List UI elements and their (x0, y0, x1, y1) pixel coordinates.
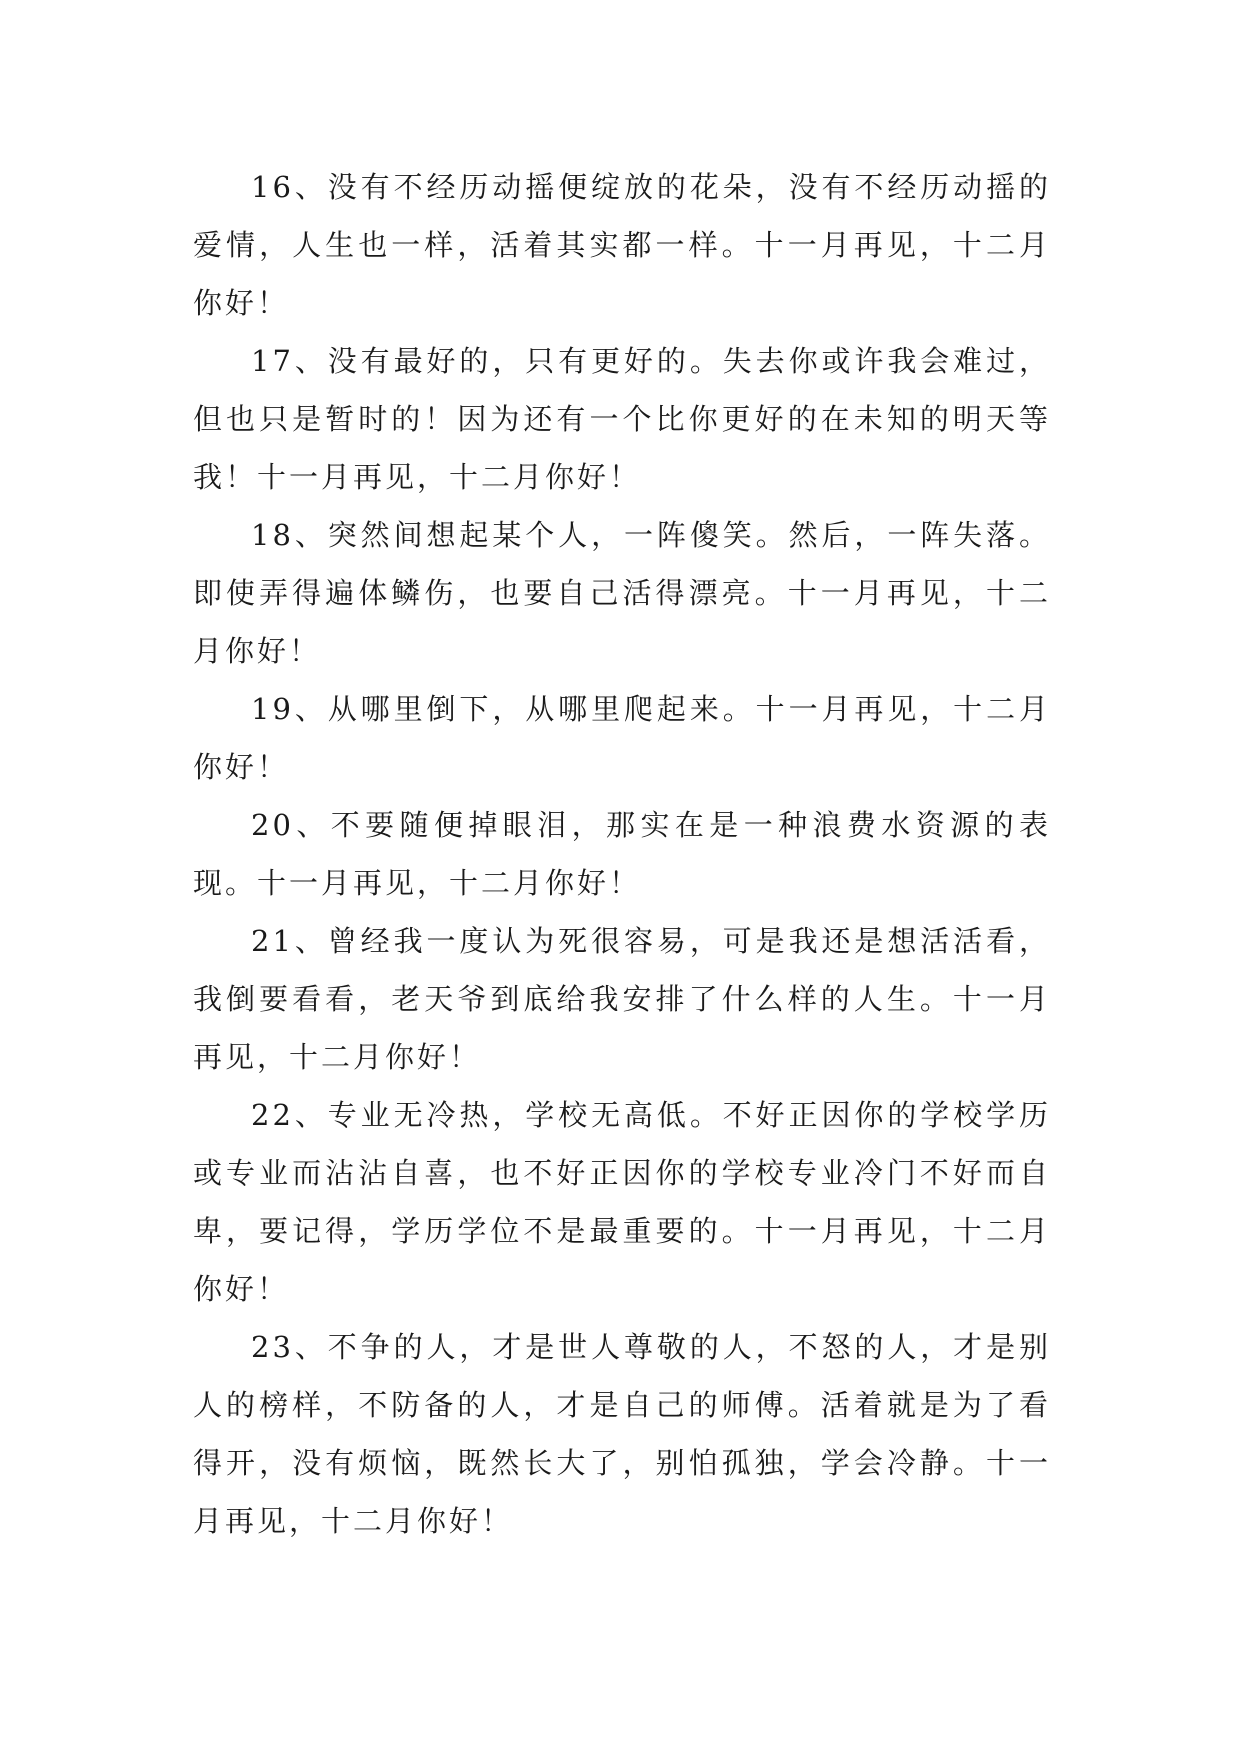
paragraph-18: 18、突然间想起某个人，一阵傻笑。然后，一阵失落。即使弄得遍体鳞伤，也要自己活得漂亮。十一月再见，十二月你好！ (193, 518, 1051, 668)
paragraph-17: 17、没有最好的，只有更好的。失去你或许我会难过，但也只是暂时的！因为还有一个比你更好的在未知的明天等我！十一月再见，十二月你好！ (193, 344, 1051, 494)
paragraph-20: 20、不要随便掉眼泪，那实在是一种浪费水资源的表现。十一月再见，十二月你好！ (193, 808, 1051, 900)
paragraph-23: 23、不争的人，才是世人尊敬的人，不怒的人，才是别人的榜样，不防备的人，才是自己的师傅。活着就是为了看得开，没有烦恼，既然长大了，别怕孤独，学会冷静。十一月再见，十二月你好！ (193, 1330, 1051, 1538)
paragraph-21: 21、曾经我一度认为死很容易，可是我还是想活活看，我倒要看看，老天爷到底给我安排了什么样的人生。十一月再见，十二月你好！ (193, 924, 1051, 1074)
paragraph-19: 19、从哪里倒下，从哪里爬起来。十一月再见，十二月你好！ (193, 692, 1051, 784)
document-page (193, 158, 1051, 1550)
paragraph-16: 16、没有不经历动摇便绽放的花朵，没有不经历动摇的爱情，人生也一样，活着其实都一样。十一月再见，十二月你好！ (193, 170, 1051, 320)
paragraph-22: 22、专业无冷热，学校无高低。不好正因你的学校学历或专业而沾沾自喜，也不好正因你的学校专业冷门不好而自卑，要记得，学历学位不是最重要的。十一月再见，十二月你好！ (193, 1098, 1051, 1306)
